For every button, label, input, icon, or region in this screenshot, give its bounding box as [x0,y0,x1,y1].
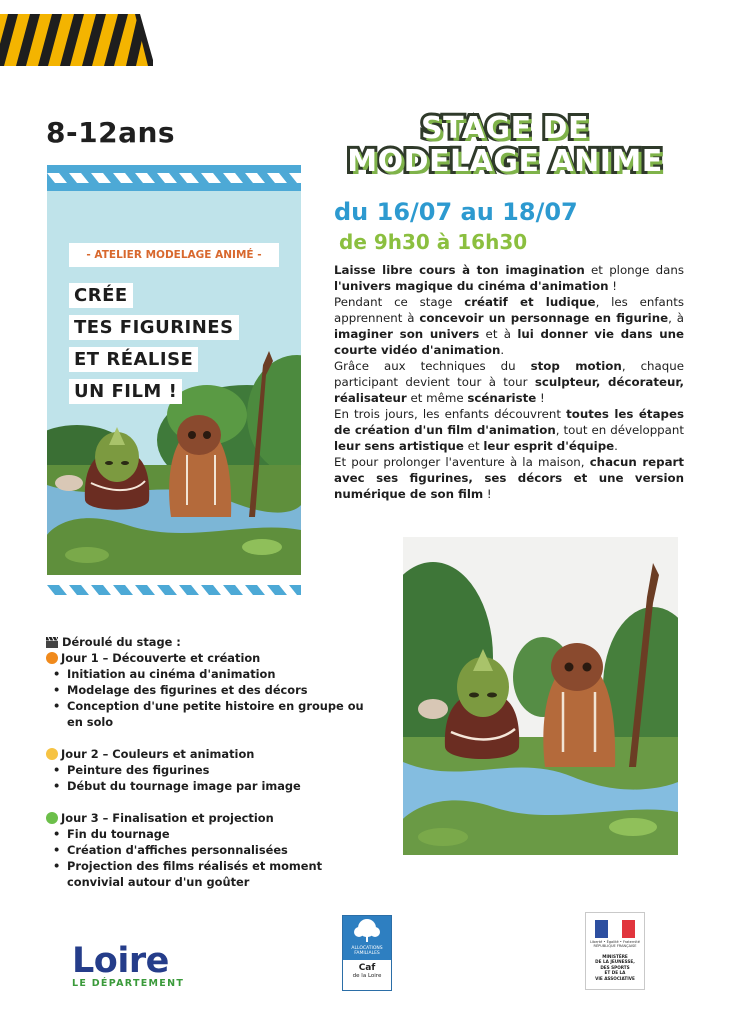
poster-tag: - ATELIER MODELAGE ANIMÉ - [69,243,279,267]
day-title: Jour 2 – Couleurs et animation [61,747,255,761]
description-emphasis: créatif et ludique [464,295,596,309]
description-text: Grâce aux techniques du [334,359,531,373]
schedule [46,634,376,890]
poster-line-3: ET RÉALISE [69,347,198,372]
day-activities [46,826,376,890]
caf-logo [342,915,392,991]
day-heading [46,746,376,762]
description-text: , tout en développant [555,423,684,437]
description-emphasis: l'univers magique du cinéma d'animation [334,279,609,293]
caf-tree-icon [343,916,391,946]
description-text: . [614,439,618,453]
description-emphasis: Laisse libre cours à ton imagination [334,263,585,277]
description-paragraph [334,358,684,406]
caf-logo-sub: de la Loire [352,973,382,979]
schedule-heading-text: Déroulé du stage : [62,635,181,649]
ministry-line: ET DE LA [604,970,626,976]
age-range: 8-12ans [46,116,176,149]
poster-line-4: UN FILM ! [69,379,182,404]
ministry-name [586,954,644,981]
list-item: • Peinture des figurines [67,762,376,778]
schedule-heading [46,634,376,650]
description-emphasis: stop motion [530,359,622,373]
ministry-line: MINISTÈRE [602,954,628,959]
description-text: En trois jours, les enfants découvrent [334,407,567,421]
description-paragraph [334,454,684,502]
ministry-line: DES SPORTS [600,964,630,970]
caf-logo-name: Caf [358,963,376,973]
description-paragraph [334,294,684,358]
description-text: ! [608,279,617,293]
time-range: de 9h30 à 16h30 [339,230,528,254]
description-emphasis: chacun repart avec ses figurines, ses décors et une version numérique de son film [334,455,685,501]
loire-logo [72,943,184,989]
description-text: Pendant ce stage [334,295,465,309]
description-text: ! [536,391,545,405]
list-item: • Début du tournage image par image [67,778,376,794]
description-emphasis: concevoir un personnage en figurine [419,311,669,325]
french-flag-icon [595,920,635,938]
ministry-logo [585,912,645,990]
description-emphasis: sculpteur, décorateur, réalisateur [334,375,684,405]
schedule-days [46,650,376,890]
list-item: • Initiation au cinéma d'animation [67,666,376,682]
list-item: • Conception d'une petite histoire en groupe ou en solo [67,698,376,730]
day-dot-icon [46,652,58,664]
ministry-rf: Liberté • Égalité • Fraternité RÉPUBLIQUE FRANÇAISE [590,940,640,948]
workshop-poster [47,165,301,603]
list-item: • Fin du tournage [67,826,376,842]
description-text: et [463,439,484,453]
date-range: du 16/07 au 18/07 [334,198,578,226]
description-emphasis: toutes les étapes de création d'un film d'animation [334,407,684,437]
day-heading [46,650,376,666]
day-title: Jour 3 – Finalisation et projection [61,811,274,825]
list-item: • Création d'affiches personnalisées [67,842,376,858]
page-title [330,112,680,178]
corner-hazard-stripes [0,14,153,66]
description-text: ! [483,487,492,501]
day-title: Jour 1 – Découverte et création [61,651,261,665]
description-paragraph [334,406,684,454]
description-paragraph [334,262,684,294]
description-text: et plonge dans [584,263,684,277]
ministry-line: DE LA JEUNESSE, [595,959,635,965]
description-emphasis: imaginer son univers [334,327,480,341]
description-text: et à [479,327,518,341]
title-line-2: MODELAGE ANIME [347,144,663,179]
day-activities [46,762,376,794]
clapperboard-icon [46,637,58,648]
description-text: , chaque participant devient tour à tour [334,359,684,389]
day-activities [46,666,376,730]
caf-logo-top: ALLOCATIONS FAMILIALES [351,946,383,956]
figurines-photo [403,537,678,855]
day-heading [46,810,376,826]
title-line-1: STAGE DE [421,111,589,146]
loire-logo-name: Loire [72,941,169,981]
ministry-line: VIE ASSOCIATIVE [595,975,635,981]
description [334,262,684,502]
description-text: , à [668,311,684,325]
description-emphasis: leur sens artistique [334,439,464,453]
day-dot-icon [46,812,58,824]
description-emphasis: leur esprit d'équipe [483,439,615,453]
day-dot-icon [46,748,58,760]
list-item: • Modelage des figurines et des décors [67,682,376,698]
list-item: • Projection des films réalisés et moment convivial autour d'un goûter [67,858,376,890]
poster-line-1: CRÉE [69,283,133,308]
description-text: et même [406,391,468,405]
description-text: Et pour prolonger l'aventure à la maison, [334,455,590,469]
description-text: . [500,343,505,357]
description-text: , les enfants apprennent à [334,295,684,325]
description-emphasis: scénariste [467,391,537,405]
loire-logo-sub: LE DÉPARTEMENT [72,978,185,989]
poster-line-2: TES FIGURINES [69,315,239,340]
description-emphasis: lui donner vie dans une courte vidéo d'animation [334,327,684,357]
